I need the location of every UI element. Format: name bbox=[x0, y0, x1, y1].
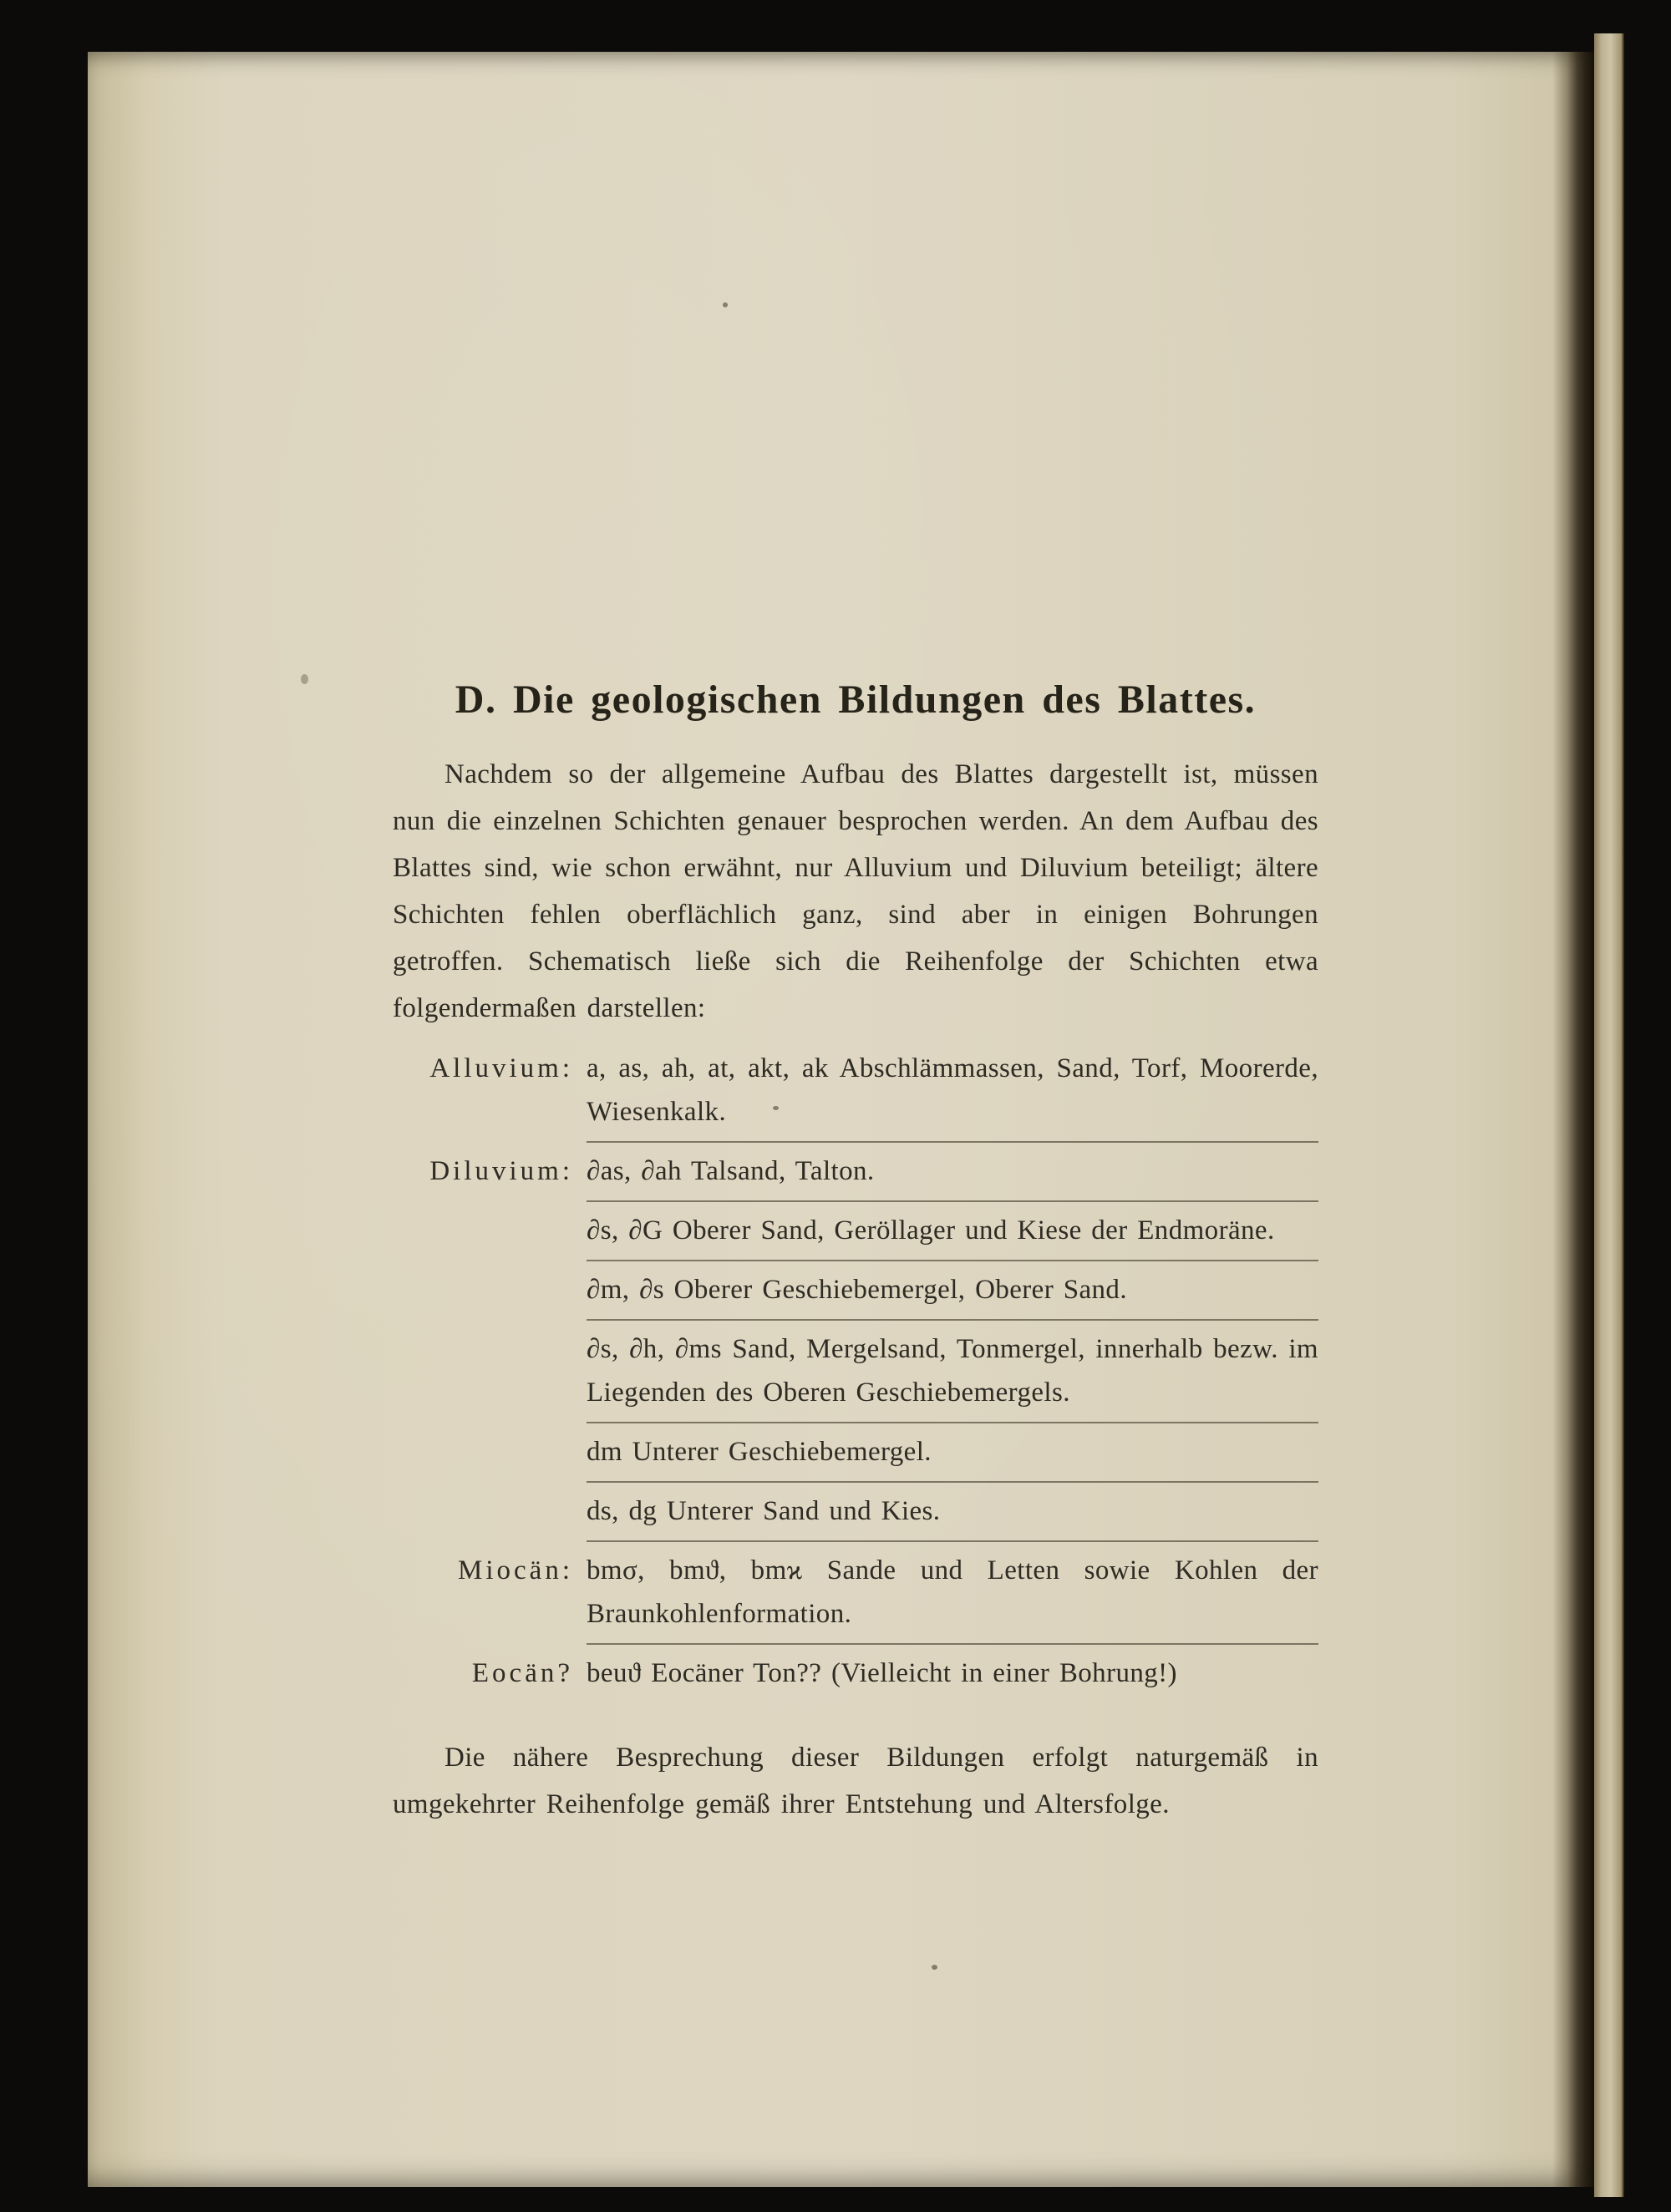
list-row-diluvium-4 bbox=[393, 1321, 1318, 1423]
term-label bbox=[393, 1202, 587, 1209]
paper-speck bbox=[932, 1965, 937, 1970]
binding-gutter bbox=[1552, 52, 1594, 2187]
adjacent-page-edge bbox=[1594, 33, 1624, 2197]
definition-text: ds, dg Unterer Sand und Kies. bbox=[587, 1483, 1318, 1542]
term-label bbox=[393, 1261, 587, 1268]
paper-speck bbox=[723, 302, 728, 307]
term-label bbox=[393, 1483, 587, 1489]
term-label: Alluvium: bbox=[429, 1053, 573, 1083]
list-row-miocaen bbox=[393, 1542, 1318, 1645]
definition-text: beuϑ Eocäner Ton?? (Vielleicht in einer Bohrung!) bbox=[587, 1658, 1177, 1688]
definition-text: a, as, ah, at, akt, ak Abschlämmassen, Sand, Torf, Moorerde, Wiesenkalk. bbox=[587, 1040, 1318, 1143]
term-label bbox=[393, 1423, 587, 1430]
list-row-diluvium-2 bbox=[393, 1202, 1318, 1261]
term-label: Miocän: bbox=[458, 1555, 573, 1585]
page-content bbox=[393, 677, 1318, 1828]
definition-text: dm Unterer Geschiebemergel. bbox=[587, 1423, 1318, 1483]
term-label: Diluvium: bbox=[429, 1156, 573, 1186]
term-label bbox=[393, 1321, 587, 1327]
definition-text: ∂m, ∂s Oberer Geschiebemergel, Oberer Sand. bbox=[587, 1261, 1318, 1321]
section-title: D. Die geologischen Bildungen des Blattes. bbox=[455, 677, 1257, 722]
strata-list bbox=[393, 1040, 1318, 1702]
list-row-diluvium-5 bbox=[393, 1423, 1318, 1483]
list-row-eocaen bbox=[393, 1645, 1318, 1702]
definition-text: ∂as, ∂ah Talsand, Talton. bbox=[587, 1143, 1318, 1202]
intro-paragraph: Nachdem so der allgemeine Aufbau des Blattes dargestellt ist, müssen nun die einzelnen Schichten genauer besprochen werden. An dem Aufbau des Blattes sind, wie schon erwähnt, nur Alluvium und Diluvium beteiligt; ältere Schichten fehlen oberflächlich ganz, sind aber in einigen Bohrungen getroffen. Schematisch ließe sich die Reihenfolge der Schichten etwa folgendermaßen darstellen: bbox=[393, 759, 1318, 1023]
paper-speck bbox=[301, 674, 308, 684]
list-row-diluvium-3 bbox=[393, 1261, 1318, 1321]
list-row-diluvium-6 bbox=[393, 1483, 1318, 1542]
list-row-diluvium bbox=[393, 1143, 1318, 1202]
list-row-alluvium bbox=[393, 1040, 1318, 1143]
term-label: Eocän? bbox=[471, 1658, 573, 1688]
definition-text: bmσ, bmϑ, bmϰ Sande und Letten sowie Kohlen der Braunkohlenformation. bbox=[587, 1542, 1318, 1645]
book-page bbox=[88, 52, 1592, 2187]
definition-text: ∂s, ∂h, ∂ms Sand, Mergelsand, Tonmergel, innerhalb bezw. im Liegenden des Oberen Geschiebemergels. bbox=[587, 1321, 1318, 1423]
closing-paragraph: Die nähere Besprechung dieser Bildungen erfolgt naturgemäß in umgekehrter Reihenfolge gemäß ihrer Entstehung und Altersfolge. bbox=[393, 1743, 1318, 1819]
definition-text: ∂s, ∂G Oberer Sand, Geröllager und Kiese der Endmoräne. bbox=[587, 1202, 1318, 1261]
